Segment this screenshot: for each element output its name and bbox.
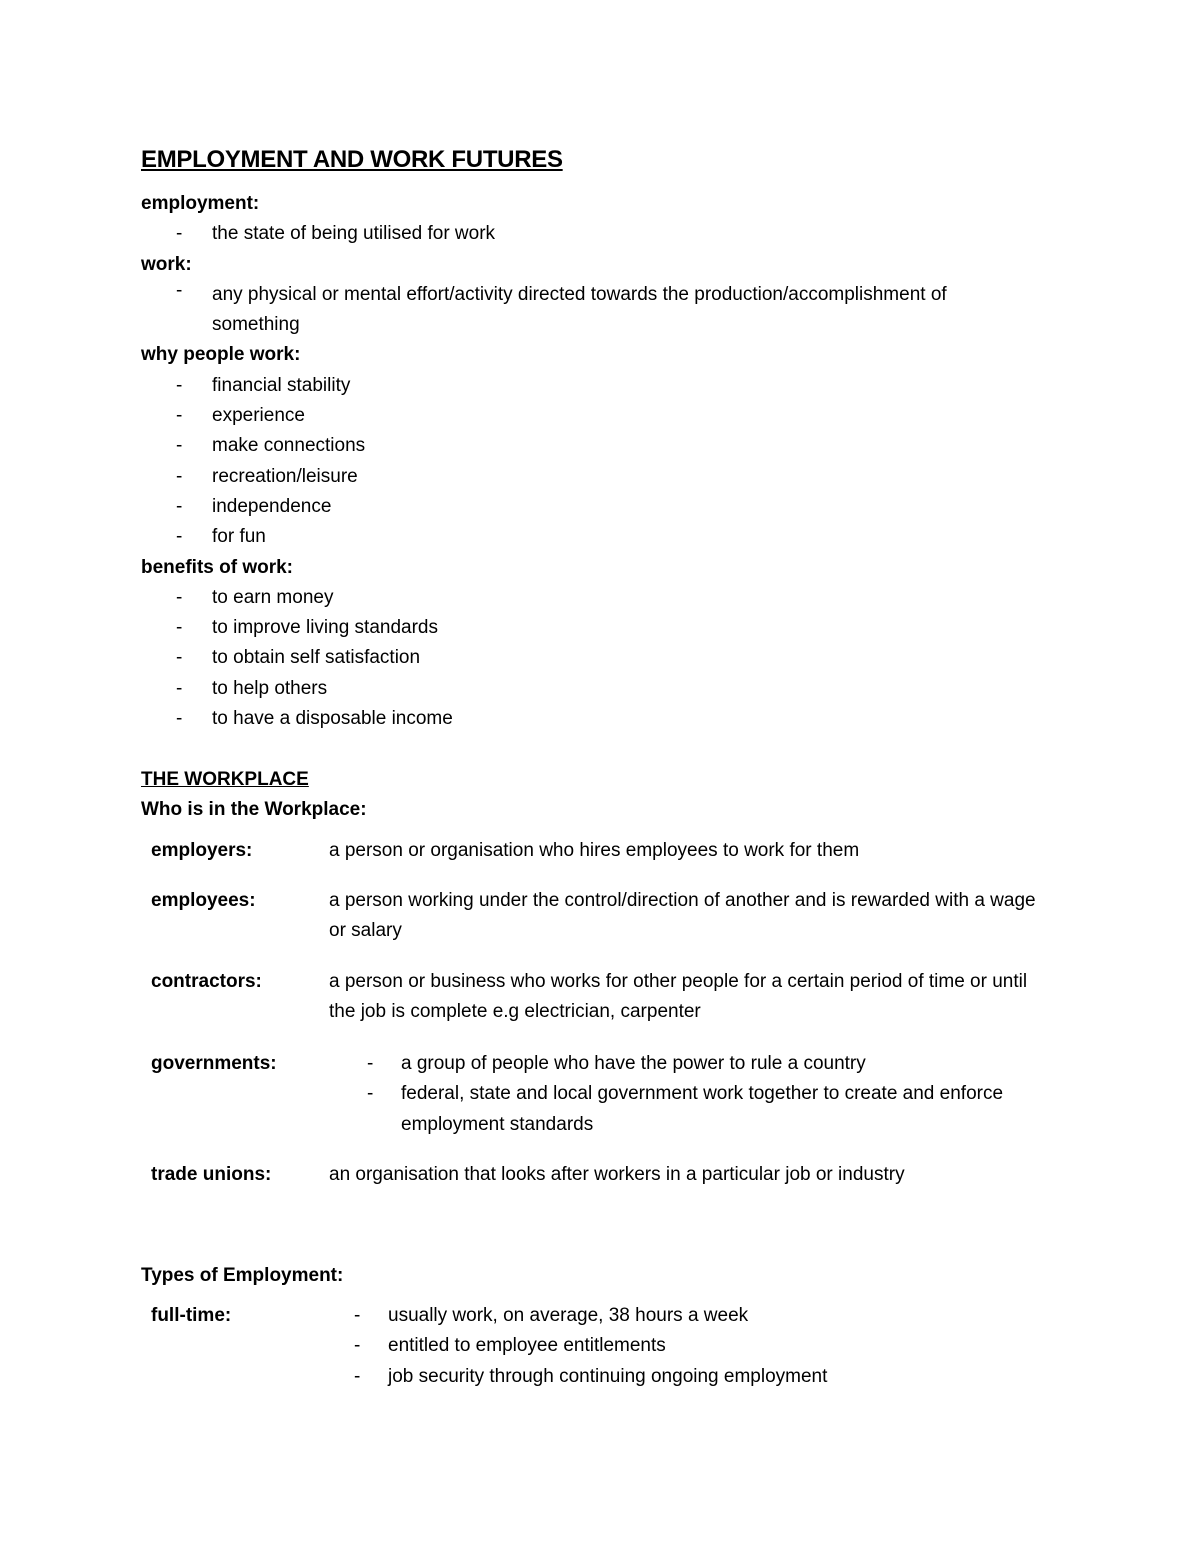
bullet-dash: - [176, 647, 183, 669]
term-benefits-of-work: benefits of work: [141, 556, 294, 578]
list-item-text: recreation/leisure [212, 465, 358, 487]
list-item [141, 371, 1101, 401]
bullet-dash: - [367, 1053, 374, 1074]
term-why-people-work: why people work: [141, 344, 301, 366]
row-term: full-time: [151, 1305, 232, 1326]
list-item-text: any physical or mental effort/activity directed towards the production/accomplishment of something [212, 283, 947, 336]
bullet-dash: - [354, 1365, 361, 1387]
list-item [141, 704, 1101, 734]
list-item [141, 431, 1101, 461]
list-item-text: to have a disposable income [212, 708, 453, 730]
list-item-text: make connections [212, 435, 366, 457]
list-item-text: to improve living standards [212, 617, 438, 639]
list-item [367, 1079, 1061, 1140]
types-heading: Types of Employment: [141, 1265, 344, 1286]
list-item-text: to help others [212, 677, 328, 699]
list-item-text: the state of being utilised for work [212, 223, 496, 245]
types-section [141, 1261, 1101, 1291]
list-item [367, 1049, 1067, 1079]
definitions-section [141, 189, 1101, 734]
bullet-dash: - [367, 1083, 374, 1105]
row-term: employees: [151, 890, 256, 911]
bullet-dash: - [354, 1305, 361, 1326]
list-item [141, 401, 1101, 431]
row-term: governments: [151, 1053, 277, 1074]
bullet-dash: - [176, 586, 183, 608]
list-item [141, 643, 1101, 673]
bullet-dash: - [176, 708, 183, 730]
list-item-text: financial stability [212, 374, 351, 396]
list-item [354, 1331, 1054, 1361]
list-item [141, 492, 1101, 522]
row-definition: a person working under the control/direction of another and is rewarded with a wage or salary [329, 890, 1036, 942]
bullet-dash: - [176, 405, 183, 427]
list-item-text: independence [212, 495, 332, 517]
row-bullets [367, 1049, 1067, 1140]
list-item-text: to obtain self satisfaction [212, 647, 421, 669]
row-definition: a person or business who works for other people for a certain period of time or until the job is complete e.g electrician, carpenter [329, 971, 1028, 1023]
list-item [141, 583, 1101, 613]
bullet-dash: - [176, 465, 183, 487]
list-item-text: federal, state and local government work together to create and enforce employment standards [401, 1083, 1004, 1135]
bullet-dash: - [176, 677, 183, 699]
list-item [141, 280, 1012, 341]
list-item [141, 462, 1101, 492]
list-item-text: job security through continuing ongoing employment [388, 1365, 828, 1387]
row-term: employers: [151, 840, 253, 861]
term-employment: employment: [141, 193, 260, 214]
list-item-text: for fun [212, 526, 266, 548]
row-bullets [354, 1301, 1054, 1392]
row-term: contractors: [151, 971, 262, 992]
workplace-heading: THE WORKPLACE [141, 769, 309, 790]
list-item [141, 674, 1101, 704]
list-item-text: a group of people who have the power to rule a country [401, 1053, 866, 1074]
list-item-text: usually work, on average, 38 hours a week [388, 1305, 749, 1326]
bullet-dash: - [176, 223, 183, 245]
bullet-dash: - [176, 617, 183, 639]
bullet-dash: - [354, 1335, 361, 1357]
list-item [141, 219, 1101, 249]
list-item [141, 522, 1101, 552]
workplace-subheading: Who is in the Workplace: [141, 799, 367, 821]
bullet-dash: - [176, 495, 183, 517]
list-item [354, 1301, 1054, 1331]
row-definition: an organisation that looks after workers in a particular job or industry [329, 1164, 905, 1185]
list-item [141, 613, 1101, 643]
bullet-dash: - [176, 435, 183, 457]
bullet-dash: - [176, 279, 183, 301]
row-definition: a person or organisation who hires employees to work for them [329, 840, 860, 861]
list-item-text: entitled to employee entitlements [388, 1335, 666, 1357]
page-title: EMPLOYMENT AND WORK FUTURES [141, 146, 563, 173]
list-item-text: experience [212, 405, 305, 427]
term-work: work: [141, 253, 192, 275]
workplace-section [141, 765, 1101, 826]
row-term: trade unions: [151, 1164, 272, 1185]
list-item-text: to earn money [212, 586, 334, 608]
list-item [354, 1362, 1054, 1392]
bullet-dash: - [176, 526, 183, 548]
bullet-dash: - [176, 374, 183, 396]
